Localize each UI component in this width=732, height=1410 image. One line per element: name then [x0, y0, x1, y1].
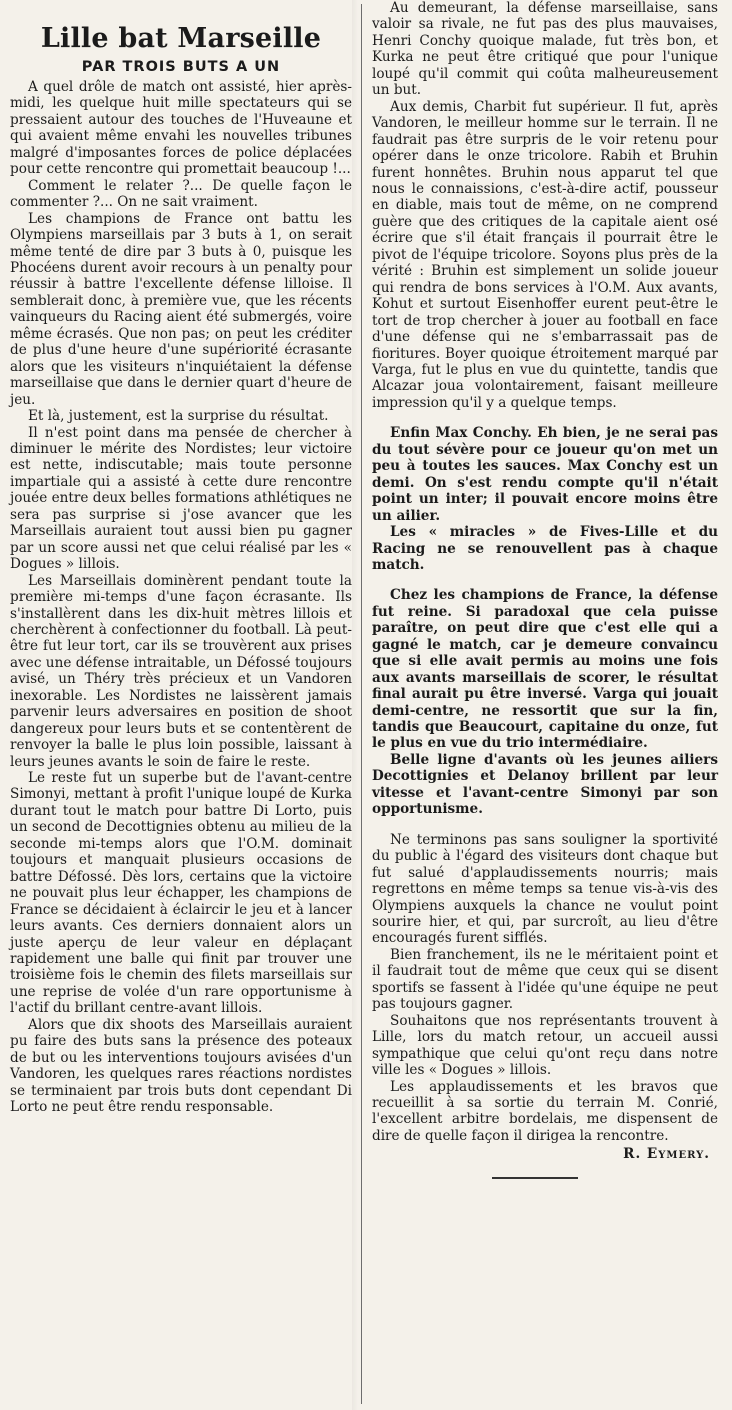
paragraph: Ne terminons pas sans souligner la sportivité du public à l'égard des visiteurs dont chaque but fut salué d'applaudissements nourris; mais regrettons en même temps sa tenue vis-à-vis des Olympiens auxquels la chance ne voulut point sourire hier, et qui, par surcroît, au lieu d'être encouragés furent sifflés. [372, 831, 718, 947]
paragraph: Comment le relater ?... De quelle façon le commenter ?... On ne sait vraiment. [10, 177, 352, 211]
paragraph: Et là, justement, est la surprise du résultat. [28, 408, 329, 425]
paragraph: Les Marseillais dominèrent pendant toute la première mi-temps d'une façon écrasante. Ils s'installèrent dans les dix-huit mètres lillois et cherchèrent à confectionner du football. Là peut-être fut leur tort, car ils se trouvèrent aux prises avec une défense intraitable, un Défossé toujours avisé, un Théry très précieux et un Vandoren inexorable. Les Nordistes ne laissèrent jamais parvenir leurs adversaires en position de shoot dangereux pour leurs buts et se contentèrent de renvoyer la balle le plus loin possible, laissant à leurs jeunes avants le soin de faire le reste. [10, 572, 352, 770]
paragraph: Souhaitons que nos représentants trouvent à Lille, lors du match retour, un accueil aussi sympathique que celui qu'ont reçu dans notre ville les « Dogues » lillois. [372, 1012, 718, 1079]
paragraph: Enfin Max Conchy. Eh bien, je ne serai pas du tout sévère pour ce joueur qu'on met un peu à toutes les sauces. Max Conchy est un demi. On s'est rendu compte qu'il n'était point un inter; il pouvait encore moins être un ailier. [372, 425, 718, 524]
paragraph: Alors que dix shoots des Marseillais auraient pu faire des buts sans la présence des poteaux de but ou les interventions toujours avisées d'un Vandoren, les quelques rares réactions nordistes se terminaient par trois buts dont cependant Di Lorto ne peut être rendu responsable. [10, 1016, 352, 1116]
paragraph: Le reste fut un superbe but de l'avant-centre Simonyi, mettant à profit l'unique loupé de Kurka durant tout le match pour battre Di Lorto, puis un second de Decottignies obtenu au milieu de la seconde mi-temps alors que l'O.M. dominait toujours et manquait plusieurs occasions de battre Défossé. Dès lors, certains que la victoire ne pouvait plus leur échapper, les champions de France se décidaient à éclaircir le jeu et à lancer leurs avants. Ces derniers donnaient alors un juste aperçu de leur valeur en déplaçant rapidement une balle qui finit par trouver une troisième fois le chemin des filets marseillais sur une reprise de volée d'un rare opportunisme à l'actif du brillant centre-avant lillois. [10, 770, 352, 1017]
paragraph: Les « miracles » de Fives-Lille et du Racing ne se renouvellent pas à chaque match. [372, 524, 718, 573]
paragraph: Aux demis, Charbit fut supérieur. Il fut, après Vandoren, le meilleur homme sur le terrain. Il ne faudrait pas être surpris de le voir retenu pour opérer dans le onze tricolore. Rabih et Bruhin furent honnêtes. Bruhin nous apparut tel que nous le connaissions, c'est-à-dire actif, pousseur en diable, mais tout de même, on ne comprend guère que des critiques de la capitale aient osé écrire que s'il était français il pourrait être le pivot de l'équipe tricolore. Soyons plus près de la vérité : Bruhin est simplement un solide joueur qui rendra de bons services à l'O.M. Aux avants, Kohut et surtout Eisenhoffer eurent peut-être le tort de trop chercher à jouer au football en face d'une défense qui ne s'embarrassait pas de fioritures. Boyer quoique étroitement marqué par Varga, fut le plus en vue du quintette, tandis que Alcazar joua volontairement, faisant meilleure impression qu'il y a quelque temps. [372, 98, 718, 411]
paragraph: Les applaudissements et les bravos que recueillit à sa sortie du terrain M. Conrié, l'excellent arbitre bordelais, me dispensent de dire de quelle façon il dirigea la rencontre. [372, 1078, 718, 1144]
column-shadow [352, 0, 358, 1410]
paragraph: A quel drôle de match ont assisté, hier après-midi, les quelque huit mille spectateurs qui se pressaient autour des touches de l'Huveaune et qui avaient même envahi les nouvelles tribunes malgré d'imposantes forces de police déplacées pour cette rencontre qui promettait beaucoup !... [10, 79, 352, 178]
paragraph: Bien franchement, ils ne le méritaient point et il faudrait tout de même que ceux qui se disent sportifs se fassent à l'idée qu'une équipe ne peut pas toujours gagner. [372, 946, 718, 1013]
article-subtitle: PAR TROIS BUTS A UN [81, 59, 281, 75]
paragraph: Il n'est point dans ma pensée de chercher à diminuer le mérite des Nordistes; leur victoire est nette, indiscutable; mais toute personne impartiale qui a assisté à cette dure rencontre jouée entre deux belles formations athlétiques ne sera pas surprise si j'ose avancer que les Marseillais auraient tout aussi bien pu gagner par un score aussi net que celui réalisé par les « Dogues » lillois. [10, 424, 352, 573]
column-divider [361, 4, 362, 1404]
right-column [372, 0, 718, 1300]
left-column [10, 0, 352, 1405]
paragraph: Les champions de France ont battu les Olympiens marseillais par 3 buts à 1, on serait même tenté de dire par 3 buts à 0, puisque les Phocéens durent avoir recours à un penalty pour réussir à battre l'excellente défense lilloise. Il semblerait donc, à première vue, que les récents vainqueurs du Racing aient été submergés, voire même écrasés. Que non pas; on peut les créditer de plus d'une heure d'une supériorité écrasante alors que les visiteurs n'inquiétaient la défense marseillaise que dans le dernier quart d'heure de jeu. [10, 210, 352, 408]
paragraph: Au demeurant, la défense marseillaise, sans valoir sa rivale, ne fut pas des plus mauvaises, Henri Conchy quoique malade, fut très bon, et Kurka ne peut être critiqué que pour l'unique loupé qu'il commit qui coûta malheureusement un but. [372, 0, 718, 99]
article-title: Lille bat Marseille [40, 23, 322, 54]
end-rule [492, 1177, 578, 1179]
paragraph: Belle ligne d'avants où les jeunes ailiers Decottignies et Delanoy brillent par leur vitesse et l'avant-centre Simonyi par son opportunisme. [372, 751, 718, 818]
author-signature: R. Eymery. [623, 1146, 710, 1163]
paragraph: Chez les champions de France, la défense fut reine. Si paradoxal que cela puisse paraître, on peut dire que c'est elle qui a gagné le match, car je demeure convaincu que si elle avait permis au moins une fois aux avants marseillais de scorer, le résultat final aurait pu être inversé. Varga qui jouait demi-centre, ne ressortit que sur la fin, tandis que Beaucourt, capitaine du onze, fut le plus en vue du trio intermédiaire. [372, 587, 718, 752]
